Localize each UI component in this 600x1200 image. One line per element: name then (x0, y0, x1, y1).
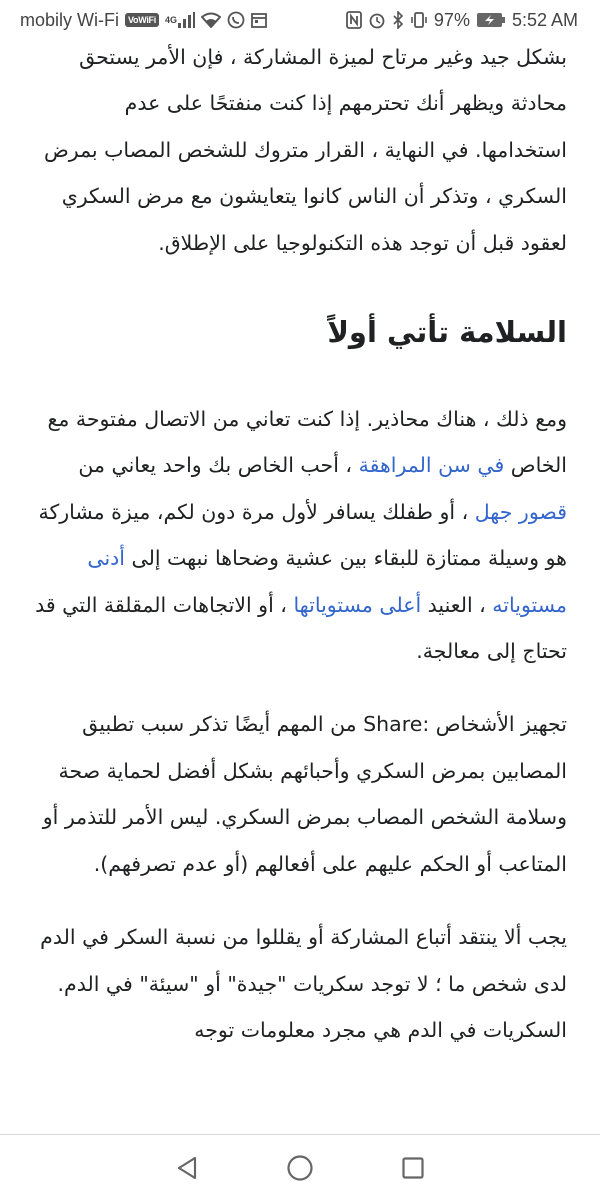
intro-paragraph: بشكل جيد وغير مرتاح لميزة المشاركة ، فإن الأمر يستحق محادثة ويظهر أنك تحترمهم إذا كنت منفتحًا على عدم استخدامها. في النهاية ، القرار متروك للشخص المصاب بمرض السكري ، وتذكر أن الناس كانوا يتعايشون مع مرض السكري لعقود قبل أن توجد هذه التكنولوجيا على الإطلاق. (43, 45, 567, 255)
signal-icon (165, 12, 195, 28)
safety-text-5: ، أو الاتجاهات المقلقة التي قد تحتاج إلى معالجة. (35, 592, 567, 664)
battery-charging-icon (476, 12, 506, 28)
whatsapp-icon (227, 11, 245, 29)
article-content (0, 40, 600, 1134)
section-heading: السلامة تأتي أولاً (327, 315, 567, 350)
share-paragraph: تجهيز الأشخاص :Share من المهم أيضًا تذكر سبب تطبيق المصابين بمرض السكري وأحبائهم بشكل أفضل لحماية صحة وسلامة الشخص المصاب بمرض السكري. ليس الأمر للتذمر أو المتاعب أو الحكم عليهم على أفعالهم (أو عدم تصرفهم). (42, 712, 567, 876)
battery-percent: 97% (433, 9, 470, 30)
vibrate-icon (410, 12, 428, 28)
link-lows[interactable]: أدنى مستوياته (87, 546, 567, 617)
status-bar-left (20, 10, 267, 31)
link-highs[interactable]: أعلى مستوياتها (293, 592, 422, 617)
vowifi-badge: VoWiFi (125, 13, 159, 27)
wifi-icon (201, 12, 221, 28)
paragraph-spacer (33, 887, 567, 914)
clock-time: 5:52 AM (511, 9, 578, 30)
bluetooth-icon (392, 11, 404, 29)
calendar-icon (251, 12, 267, 28)
network-type-label: 4G (164, 15, 177, 25)
safety-text-1: ومع ذلك ، هناك محاذير. إذا كنت تعاني من الاتصال مفتوحة مع الخاص (47, 407, 567, 478)
status-bar (0, 0, 600, 40)
link-hypoglycemia-unawareness[interactable]: قصور جهل (474, 499, 567, 524)
back-triangle-icon[interactable] (167, 1148, 207, 1188)
safety-text-2: ، أحب الخاص بك واحد يعاني من (78, 453, 359, 478)
nfc-icon (346, 11, 362, 29)
alarm-icon (368, 11, 386, 29)
paragraph-spacer (33, 674, 567, 701)
safety-text-4: ، العنيد (421, 592, 493, 617)
link-teenager[interactable]: في سن المراهقة (358, 453, 505, 478)
home-circle-icon[interactable] (280, 1148, 320, 1188)
recents-square-icon[interactable] (393, 1148, 433, 1188)
carrier-label: mobily Wi-Fi (20, 9, 119, 30)
final-paragraph: يجب ألا ينتقد أتباع المشاركة أو يقللوا من نسبة السكر في الدم لدى شخص ما ؛ لا توجد سكريات "جيدة" أو "سيئة" في الدم. السكريات في الدم هي مجرد معلومات توجه (40, 925, 567, 1042)
status-bar-right (346, 10, 578, 31)
safety-text-3: ، أو طفلك يسافر لأول مرة دون لكم، ميزة مشاركة هو وسيلة ممتازة للبقاء بين عشية وضحاها نبهت إلى (38, 499, 567, 571)
safety-paragraph (33, 396, 567, 674)
navigation-bar (0, 1135, 600, 1200)
